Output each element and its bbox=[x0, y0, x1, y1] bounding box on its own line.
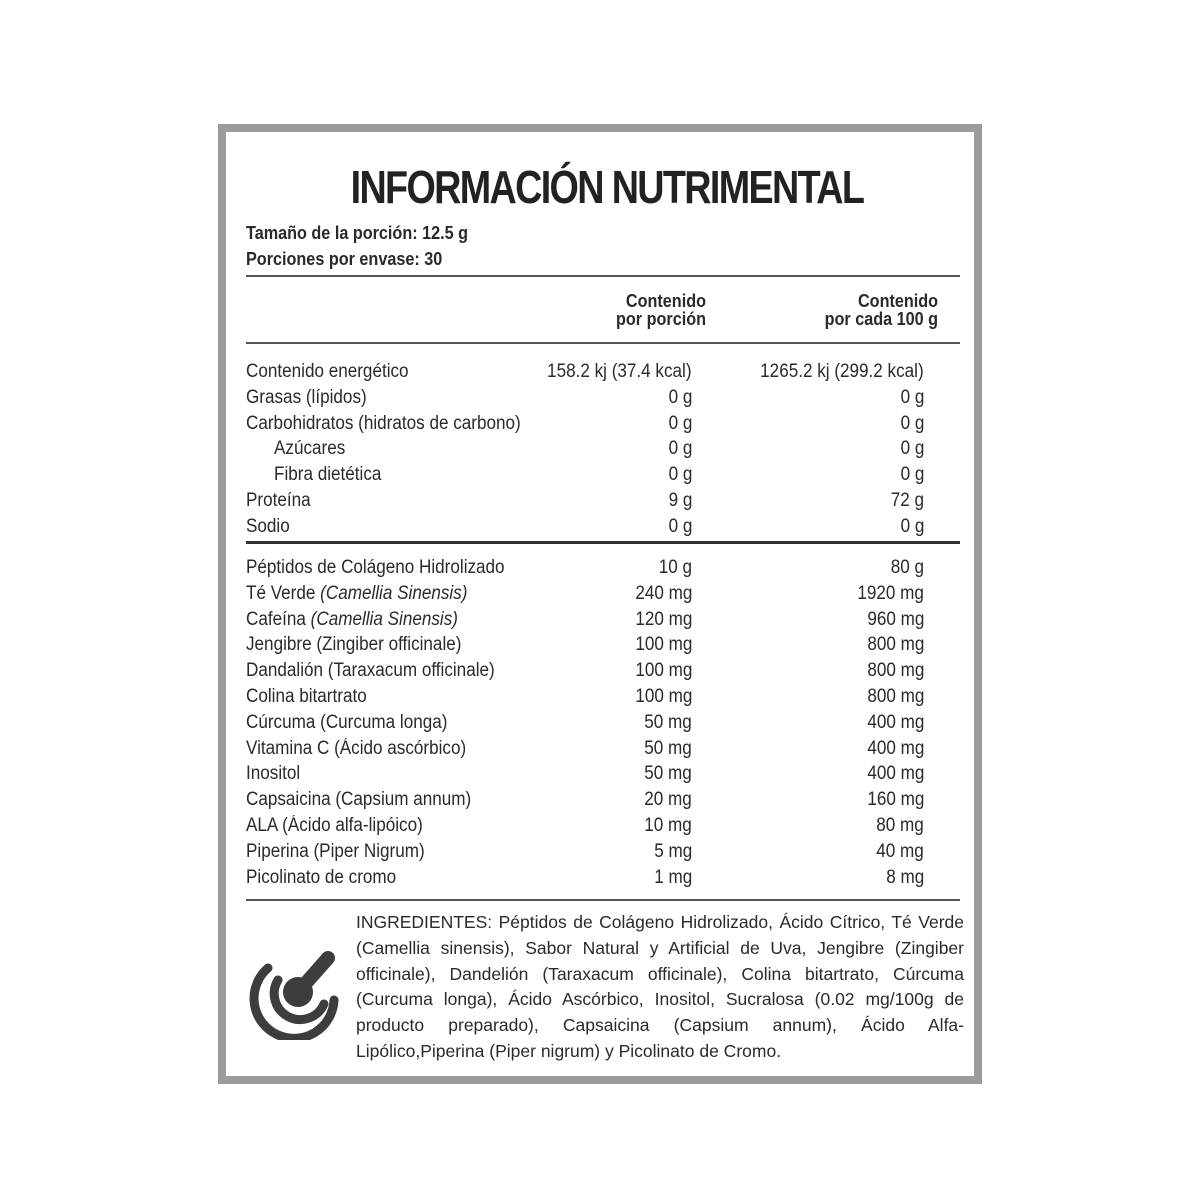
value-per-serving: 0 g bbox=[668, 464, 692, 486]
row-name bbox=[246, 581, 467, 607]
value-per-100g: 0 g bbox=[900, 412, 924, 434]
row-name-text: Fibra dietética bbox=[274, 464, 382, 486]
row-name bbox=[246, 736, 466, 762]
active-ingredient-row bbox=[246, 581, 960, 607]
active-ingredient-row bbox=[246, 865, 960, 891]
value-per-serving: 100 mg bbox=[634, 634, 692, 656]
value-per-serving: 100 mg bbox=[634, 660, 692, 682]
row-name-text: Cúrcuma (Curcuma longa) bbox=[246, 711, 448, 733]
value-per-serving: 10 mg bbox=[644, 814, 692, 836]
value-per-serving: 120 mg bbox=[634, 608, 692, 630]
value-per-serving: 50 mg bbox=[644, 737, 692, 759]
value-per-100g: 800 mg bbox=[866, 685, 924, 707]
divider-bottom bbox=[246, 899, 960, 901]
active-ingredient-row bbox=[246, 761, 960, 787]
row-name bbox=[246, 607, 458, 633]
row-name bbox=[246, 411, 521, 437]
nutrient-row bbox=[246, 436, 960, 462]
row-name-text: Azúcares bbox=[274, 438, 346, 460]
header-per-100g-line2: por cada 100 g bbox=[824, 309, 938, 329]
row-name-text: ALA (Ácido alfa-lipóico) bbox=[246, 814, 423, 836]
value-per-100g: 80 g bbox=[890, 557, 924, 578]
row-name-text: Jengibre (Zingiber officinale) bbox=[246, 634, 462, 656]
mortar-pestle-icon bbox=[248, 928, 344, 1040]
serving-size: Tamaño de la porción: 12.5 g bbox=[246, 223, 469, 243]
row-name bbox=[246, 865, 396, 891]
row-name-text: Contenido energético bbox=[246, 361, 409, 382]
nutrient-row bbox=[246, 488, 960, 514]
row-name bbox=[246, 761, 300, 787]
row-name bbox=[246, 710, 447, 736]
value-per-serving: 0 g bbox=[668, 412, 692, 434]
row-latin-name: (Camellia Sinensis) bbox=[320, 582, 468, 604]
value-per-100g: 160 mg bbox=[866, 789, 924, 811]
serving-info bbox=[246, 220, 468, 272]
row-name-text: Cafeína bbox=[246, 608, 311, 630]
row-name-text: Carbohidratos (hidratos de carbono) bbox=[246, 412, 521, 434]
row-name-text: Grasas (lípidos) bbox=[246, 386, 367, 408]
nutrients-table bbox=[246, 359, 960, 540]
divider-header bbox=[246, 342, 960, 344]
value-per-serving: 100 mg bbox=[634, 685, 692, 707]
value-per-100g: 8 mg bbox=[885, 866, 924, 888]
value-per-serving: 9 g bbox=[668, 489, 692, 511]
ingredients-text: INGREDIENTES: Péptidos de Colágeno Hidrolizado, Ácido Cítrico, Té Verde (Camellia sinensis), Sabor Natural y Artificial de Uva, Jengibre (Zingiber officinale), Dandelión (Taraxacum officinale), Colina bitartrato, Cúrcuma (Curcuma longa), Ácido Ascórbico, Inositol, Sucralosa (0.02 mg/100g de producto preparado), Capsaicina (Capsium annum), Ácido Alfa-Lipólico,Piperina (Piper nigrum) y Picolinato de Cromo. bbox=[356, 912, 964, 1061]
active-ingredient-row bbox=[246, 632, 960, 658]
row-name bbox=[246, 488, 311, 514]
row-name-text: Piperina (Piper Nigrum) bbox=[246, 840, 425, 862]
active-ingredient-row bbox=[246, 787, 960, 813]
value-per-serving: 10 g bbox=[658, 557, 692, 578]
row-name bbox=[246, 359, 409, 385]
row-name bbox=[246, 839, 425, 865]
header-per-100g bbox=[825, 292, 938, 328]
value-per-serving: 0 g bbox=[668, 515, 692, 537]
active-ingredient-row bbox=[246, 710, 960, 736]
value-per-100g: 800 mg bbox=[866, 660, 924, 682]
value-per-100g: 80 mg bbox=[876, 814, 924, 836]
divider-top bbox=[246, 275, 960, 277]
active-ingredient-row bbox=[246, 658, 960, 684]
row-name-text: Dandalión (Taraxacum officinale) bbox=[246, 660, 495, 682]
label-title: INFORMACIÓN NUTRIMENTAL bbox=[350, 161, 864, 213]
row-name-text: Proteína bbox=[246, 489, 311, 511]
header-per-100g-line1: Contenido bbox=[857, 291, 938, 311]
row-name bbox=[246, 385, 367, 411]
row-name bbox=[246, 787, 471, 813]
value-per-100g: 0 g bbox=[900, 515, 924, 537]
value-per-100g: 400 mg bbox=[866, 737, 924, 759]
value-per-serving: 0 g bbox=[668, 386, 692, 408]
value-per-serving: 0 g bbox=[668, 438, 692, 460]
row-name bbox=[246, 555, 505, 581]
value-per-serving: 20 mg bbox=[644, 789, 692, 811]
row-name-text: Sodio bbox=[246, 515, 290, 537]
row-name bbox=[246, 658, 495, 684]
active-ingredient-row bbox=[246, 684, 960, 710]
value-per-100g: 400 mg bbox=[866, 763, 924, 785]
row-name bbox=[246, 813, 423, 839]
value-per-serving: 50 mg bbox=[644, 763, 692, 785]
nutrient-row bbox=[246, 385, 960, 411]
row-name bbox=[274, 436, 345, 462]
row-name-text: Capsaicina (Capsium annum) bbox=[246, 789, 472, 811]
value-per-100g: 40 mg bbox=[876, 840, 924, 862]
row-name-text: Té Verde bbox=[246, 582, 321, 604]
row-latin-name: (Camellia Sinensis) bbox=[310, 608, 458, 630]
row-name-text: Vitamina C (Ácido ascórbico) bbox=[246, 737, 467, 759]
nutrient-row bbox=[246, 411, 960, 437]
row-name bbox=[246, 632, 461, 658]
active-ingredient-row bbox=[246, 736, 960, 762]
actives-table bbox=[246, 555, 960, 890]
row-name-text: Inositol bbox=[246, 763, 301, 785]
active-ingredient-row bbox=[246, 607, 960, 633]
active-ingredient-row bbox=[246, 813, 960, 839]
value-per-100g: 800 mg bbox=[866, 634, 924, 656]
active-ingredient-row bbox=[246, 839, 960, 865]
value-per-serving: 5 mg bbox=[653, 840, 692, 862]
active-ingredient-row bbox=[246, 555, 960, 581]
nutrition-label bbox=[218, 124, 982, 1084]
servings-per-container: Porciones por envase: 30 bbox=[246, 249, 443, 269]
header-per-serving-line1: Contenido bbox=[625, 291, 706, 311]
header-per-serving bbox=[616, 292, 706, 328]
value-per-100g: 0 g bbox=[900, 438, 924, 460]
row-name bbox=[274, 462, 381, 488]
value-per-100g: 1920 mg bbox=[857, 582, 924, 604]
header-per-serving-line2: por porción bbox=[616, 309, 706, 329]
nutrient-row bbox=[246, 359, 960, 385]
value-per-serving: 1 mg bbox=[653, 866, 692, 888]
value-per-100g: 0 g bbox=[900, 386, 924, 408]
row-name bbox=[246, 684, 367, 710]
row-name-text: Péptidos de Colágeno Hidrolizado bbox=[246, 557, 505, 578]
value-per-100g: 400 mg bbox=[866, 711, 924, 733]
row-name bbox=[246, 514, 290, 540]
row-name-text: Picolinato de cromo bbox=[246, 866, 397, 888]
value-per-100g: 960 mg bbox=[866, 608, 924, 630]
value-per-serving: 158.2 kj (37.4 kcal) bbox=[547, 361, 692, 382]
row-name-text: Colina bitartrato bbox=[246, 685, 367, 707]
value-per-serving: 50 mg bbox=[644, 711, 692, 733]
nutrient-row bbox=[246, 462, 960, 488]
value-per-serving: 240 mg bbox=[634, 582, 692, 604]
value-per-100g: 72 g bbox=[890, 489, 924, 511]
divider-thick bbox=[246, 541, 960, 544]
nutrient-row bbox=[246, 514, 960, 540]
value-per-100g: 1265.2 kj (299.2 kcal) bbox=[760, 361, 924, 382]
value-per-100g: 0 g bbox=[900, 464, 924, 486]
